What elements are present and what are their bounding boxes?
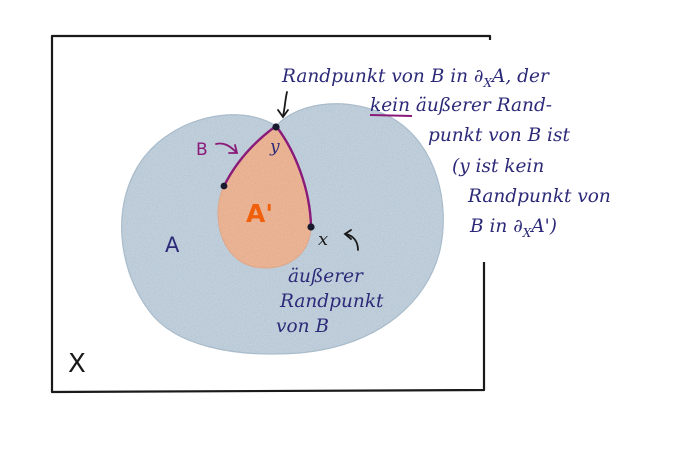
annotation-top-line3: punkt von B ist	[428, 125, 570, 146]
point-x	[307, 223, 314, 230]
point-b-start	[221, 183, 228, 190]
point-y-label: y	[270, 137, 280, 157]
set-a-label: A	[165, 233, 180, 257]
annotation-top-line1: Randpunkt von B in $\partial_XA$, der	[282, 66, 549, 90]
annotation-top-line5: Randpunkt von	[468, 186, 611, 207]
annotation-top-line4: (y ist kein	[452, 156, 545, 177]
arrow-to-y-icon	[278, 92, 288, 117]
annotation-bottom-line3: von B	[276, 316, 329, 337]
kein-underline	[370, 115, 412, 116]
point-x-label: x	[318, 229, 329, 250]
kein-word: kein	[370, 95, 410, 116]
annotation-bottom-line1: äußerer	[288, 266, 363, 287]
annotation-bottom-line2: Randpunkt	[280, 291, 384, 312]
subset-a-prime-label: A'	[246, 199, 274, 228]
space-x-label: X	[68, 349, 86, 379]
point-y	[272, 123, 279, 130]
annotation-top-line2: kein äußerer Rand-	[370, 95, 553, 116]
boundary-b-label: B	[196, 140, 208, 160]
annotation-top-line6: B in $\partial_XA'$)	[470, 216, 557, 240]
